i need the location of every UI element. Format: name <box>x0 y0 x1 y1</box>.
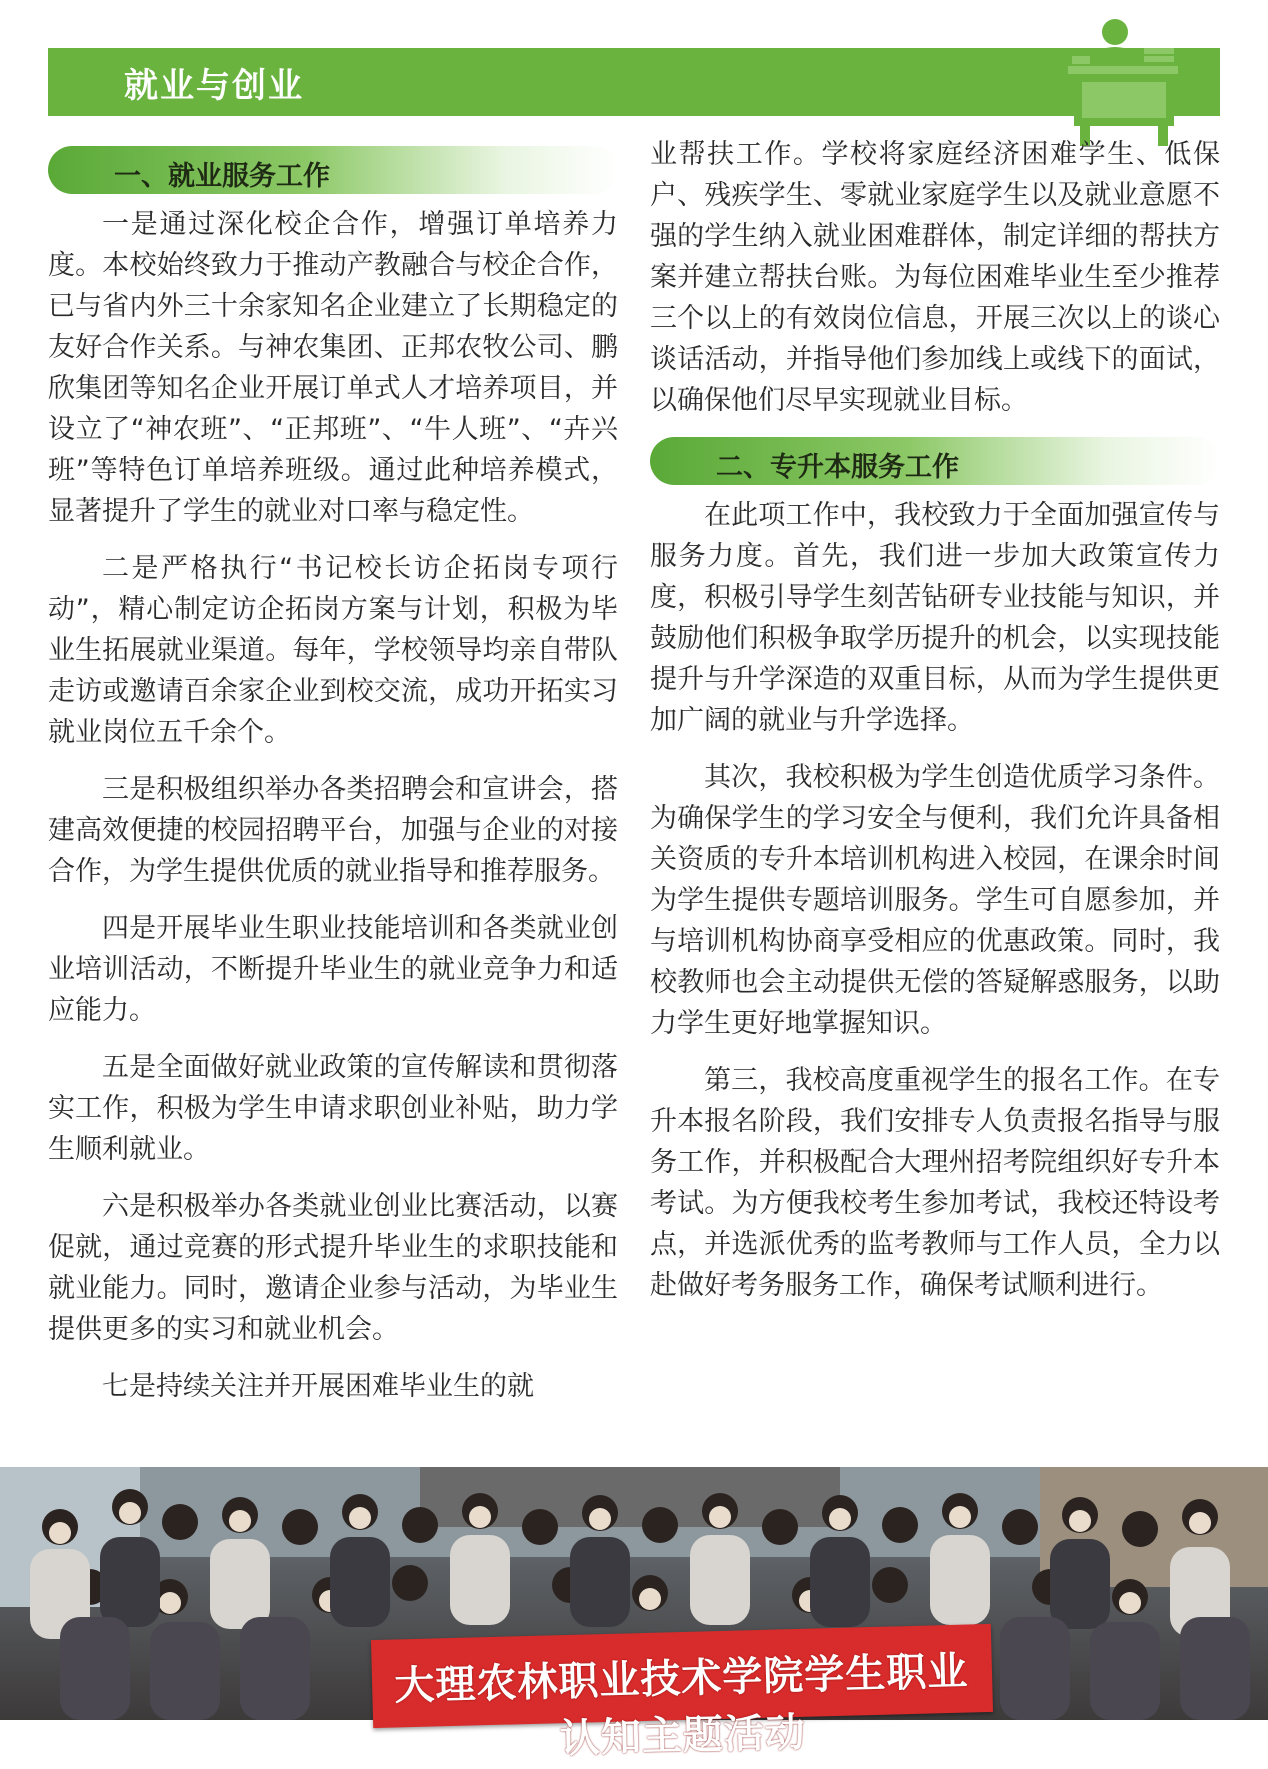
section-heading-employment <box>48 146 618 194</box>
paragraph: 二是严格执行“书记校长访企拓岗专项行动”，精心制定访企拓岗方案与计划，积极为毕业生拓展就业渠道。每年，学校领导均亲自带队走访或邀请百余家企业到校交流，成功开拓实习就业岗位五千余个。 <box>48 553 618 748</box>
left-column <box>48 138 618 1423</box>
right-column <box>650 138 1220 1322</box>
paragraph: 三是积极组织举办各类招聘会和宣讲会，搭建高效便捷的校园招聘平台，加强与企业的对接合作，为学生提供优质的就业指导和推荐服务。 <box>48 774 618 887</box>
paragraph: 业帮扶工作。学校将家庭经济困难学生、低保户、残疾学生、零就业家庭学生以及就业意愿不强的学生纳入就业困难群体，制定详细的帮扶方案并建立帮扶台账。为每位困难毕业生至少推荐三个以上的有效岗位信息，开展三次以上的谈心谈话活动，并指导他们参加线上或线下的面试，以确保他们尽早实现就业目标。 <box>650 139 1220 416</box>
section-heading-upgrade <box>650 437 1220 485</box>
paragraph: 七是持续关注并开展困难毕业生的就 <box>102 1371 534 1402</box>
group-photo <box>0 1467 1268 1763</box>
event-banner-text: 大理农林职业技术学院学生职业认知主题活动 <box>393 1648 969 1763</box>
section-heading-text: 二、专升本服务工作 <box>716 452 959 483</box>
office-worker-icon <box>1060 18 1190 146</box>
paragraph: 其次，我校积极为学生创造优质学习条件。为确保学生的学习安全与便利，我们允许具备相关资质的专升本培训机构进入校园，在课余时间为学生提供专题培训服务。学生可自愿参加，并与培训机构协商享受相应的优惠政策。同时，我校教师也会主动提供无偿的答疑解惑服务，以助力学生更好地掌握知识。 <box>650 762 1220 1039</box>
paragraph: 六是积极举办各类就业创业比赛活动，以赛促就，通过竞赛的形式提升毕业生的求职技能和就业能力。同时，邀请企业参与活动，为毕业生提供更多的实习和就业机会。 <box>48 1191 618 1345</box>
paragraph: 一是通过深化校企合作，增强订单培养力度。本校始终致力于推动产教融合与校企合作，已与省内外三十余家知名企业建立了长期稳定的友好合作关系。与神农集团、正邦农牧公司、鹏欣集团等知名企业开展订单式人才培养项目，并设立了“神农班”、“正邦班”、“牛人班”、“卉兴班”等特色订单培养班级。通过此种培养模式，显著提升了学生的就业对口率与稳定性。 <box>48 209 618 527</box>
paragraph: 五是全面做好就业政策的宣传解读和贯彻落实工作，积极为学生申请求职创业补贴，助力学生顺利就业。 <box>48 1052 618 1165</box>
section-heading-text: 一、就业服务工作 <box>114 161 330 192</box>
paragraph: 在此项工作中，我校致力于全面加强宣传与服务力度。首先，我们进一步加大政策宣传力度，积极引导学生刻苦钻研专业技能与知识，并鼓励他们积极争取学历提升的机会，以实现技能提升与升学深造的双重目标，从而为学生提供更加广阔的就业与升学选择。 <box>650 500 1220 736</box>
page-title: 就业与创业 <box>124 66 304 106</box>
paragraph: 第三，我校高度重视学生的报名工作。在专升本报名阶段，我们安排专人负责报名指导与服务工作，并积极配合大理州招考院组织好专升本考试。为方便我校考生参加考试，我校还特设考点，并选派优秀的监考教师与工作人员，全力以赴做好考务服务工作，确保考试顺利进行。 <box>650 1065 1220 1301</box>
paragraph: 四是开展毕业生职业技能培训和各类就业创业培训活动，不断提升毕业生的就业竞争力和适应能力。 <box>48 913 618 1026</box>
